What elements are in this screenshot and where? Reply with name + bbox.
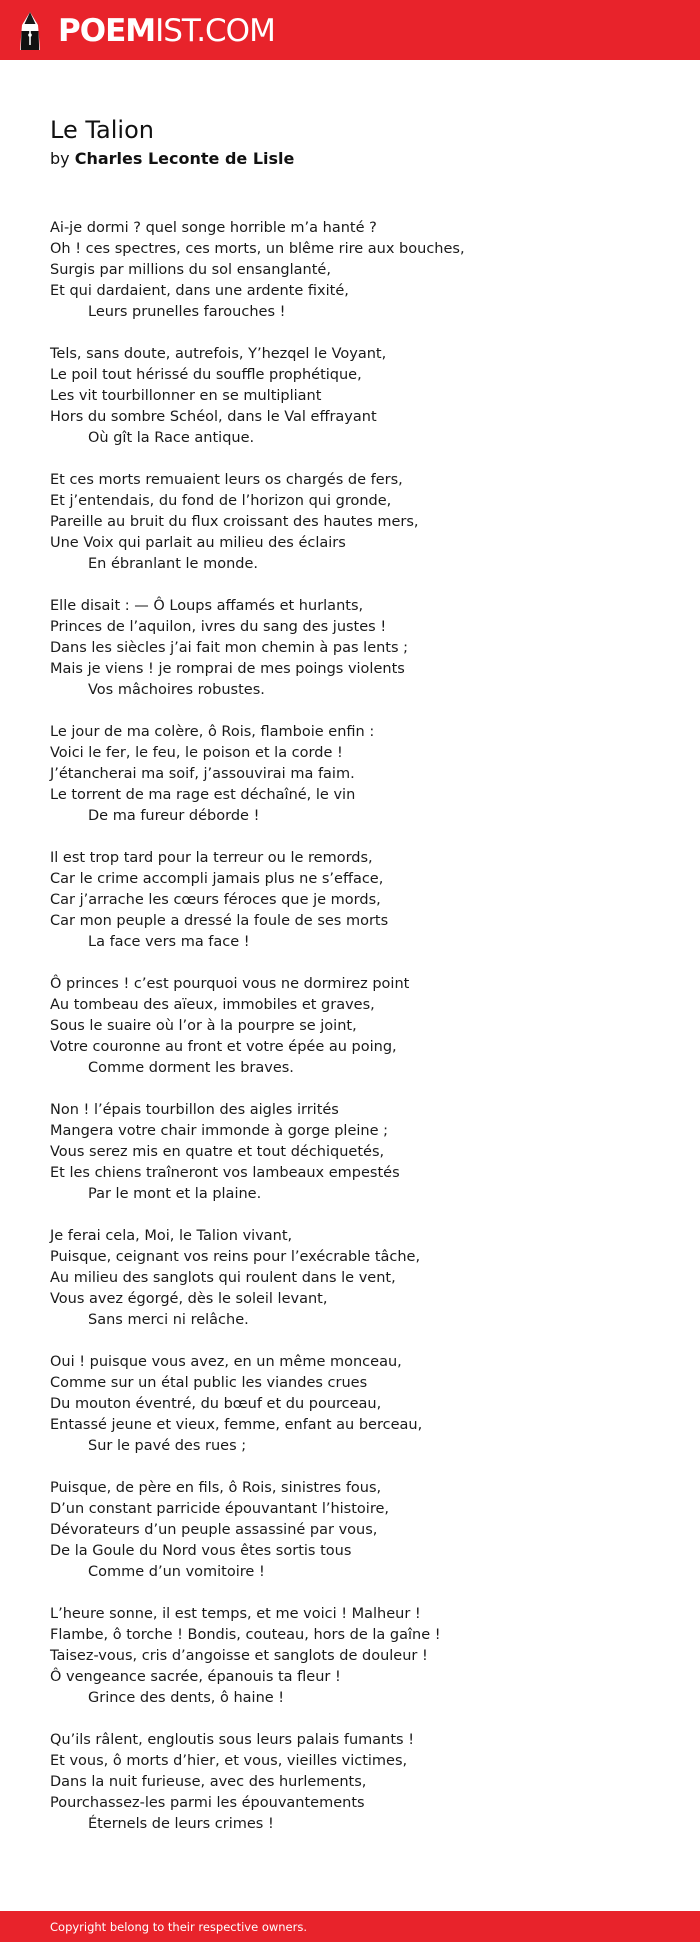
author-link[interactable]: Charles Leconte de Lisle	[74, 149, 295, 168]
poem-line: Mais je viens ! je romprai de mes poings violents	[50, 661, 405, 677]
poem-stanza	[50, 344, 670, 449]
poem-line: Grince des dents, ô haine !	[88, 1690, 285, 1706]
site-logo-text	[58, 11, 275, 51]
poem-line: Vos mâchoires robustes.	[88, 682, 265, 698]
poem-line: Entassé jeune et vieux, femme, enfant au berceau,	[50, 1417, 423, 1433]
poem-line: Voici le fer, le feu, le poison et la corde !	[50, 745, 343, 761]
site-logo-link[interactable]	[16, 11, 275, 51]
poem-line: Où gît la Race antique.	[88, 430, 255, 446]
poem-stanza	[50, 722, 670, 827]
poem-line: Oh ! ces spectres, ces morts, un blême rire aux bouches,	[50, 241, 465, 257]
poem-line: Et les chiens traîneront vos lambeaux empestés	[50, 1165, 400, 1181]
poem-line: Car mon peuple a dressé la foule de ses morts	[50, 913, 389, 929]
poem-line: Qu’ils râlent, engloutis sous leurs palais fumants !	[50, 1732, 415, 1748]
poem-stanza	[50, 974, 670, 1079]
poem-line: Puisque, de père en fils, ô Rois, sinistres fous,	[50, 1480, 382, 1496]
poem-line: J’étancherai ma soif, j’assouvirai ma faim.	[50, 766, 355, 782]
poem-line: L’heure sonne, il est temps, et me voici ! Malheur !	[50, 1606, 421, 1622]
poem-line: En ébranlant le monde.	[88, 556, 258, 572]
poem-line: Je ferai cela, Moi, le Talion vivant,	[50, 1228, 293, 1244]
logo-text-bold: POEM	[58, 13, 156, 49]
copyright-text: Copyright belong to their respective owners.	[50, 1920, 308, 1934]
poem-line: Ai-je dormi ? quel songe horrible m’a hanté ?	[50, 220, 377, 236]
poem-line: La face vers ma face !	[88, 934, 250, 950]
poem-stanza	[50, 470, 670, 575]
poem-line: Car le crime accompli jamais plus ne s’efface,	[50, 871, 384, 887]
poem-line: Votre couronne au front et votre épée au poing,	[50, 1039, 397, 1055]
poem-line: Puisque, ceignant vos reins pour l’exécrable tâche,	[50, 1249, 421, 1265]
poem-line: Dans les siècles j’ai fait mon chemin à pas lents ;	[50, 640, 409, 656]
poem-line: Hors du sombre Schéol, dans le Val effrayant	[50, 409, 377, 425]
poem-line: Oui ! puisque vous avez, en un même monceau,	[50, 1354, 402, 1370]
poem-line: Et j’entendais, du fond de l’horizon qui gronde,	[50, 493, 392, 509]
poem-line: Par le mont et la plaine.	[88, 1186, 262, 1202]
poem-line: Il est trop tard pour la terreur ou le remords,	[50, 850, 373, 866]
poem-line: Non ! l’épais tourbillon des aigles irrités	[50, 1102, 339, 1118]
poem-line: Au milieu des sanglots qui roulent dans le vent,	[50, 1270, 396, 1286]
poem-line: Et ces morts remuaient leurs os chargés de fers,	[50, 472, 403, 488]
poem-line: Et qui dardaient, dans une ardente fixité,	[50, 283, 349, 299]
poem-line: Ô vengeance sacrée, épanouis ta fleur !	[50, 1669, 341, 1685]
poem-line: Flambe, ô torche ! Bondis, couteau, hors de la gaîne !	[50, 1627, 441, 1643]
poem-line: Le jour de ma colère, ô Rois, flamboie enfin :	[50, 724, 375, 740]
poem-line: De la Goule du Nord vous êtes sortis tous	[50, 1543, 352, 1559]
poem-stanza	[50, 1478, 670, 1583]
poem-stanza	[50, 1604, 670, 1709]
site-footer	[0, 1911, 700, 1942]
poem-line: Éternels de leurs crimes !	[88, 1816, 274, 1832]
poem-stanza	[50, 1100, 670, 1205]
poem-stanza	[50, 1352, 670, 1457]
poem-line: Dévorateurs d’un peuple assassiné par vous,	[50, 1522, 378, 1538]
site-header	[0, 0, 700, 60]
poem-line: Car j’arrache les cœurs féroces que je mords,	[50, 892, 381, 908]
poem-line: Sans merci ni relâche.	[88, 1312, 249, 1328]
poem-line: Sous le suaire où l’or à la pourpre se joint,	[50, 1018, 357, 1034]
poem-line: Ô princes ! c’est pourquoi vous ne dormirez point	[50, 976, 410, 992]
poem-stanza	[50, 1730, 670, 1835]
poem-line: Taisez-vous, cris d’angoisse et sanglots de douleur !	[50, 1648, 428, 1664]
poem-body	[50, 218, 670, 1856]
poem-line: Pourchassez-les parmi les épouvantements	[50, 1795, 365, 1811]
poem-stanza	[50, 596, 670, 701]
poem-stanza	[50, 1226, 670, 1331]
logo-text-light: IST.COM	[155, 13, 275, 49]
poem-line: Le poil tout hérissé du souffle prophétique,	[50, 367, 362, 383]
poem-title: Le Talion	[50, 116, 154, 144]
pen-nib-icon	[16, 11, 44, 51]
poem-line: Sur le pavé des rues ;	[88, 1438, 247, 1454]
poem-line: Pareille au bruit du flux croissant des hautes mers,	[50, 514, 419, 530]
poem-line: Surgis par millions du sol ensanglanté,	[50, 262, 331, 278]
poem-line: Comme sur un étal public les viandes crues	[50, 1375, 368, 1391]
poem-line: Et vous, ô morts d’hier, et vous, vieilles victimes,	[50, 1753, 408, 1769]
poem-line: Comme d’un vomitoire !	[88, 1564, 265, 1580]
poem-line: Comme dorment les braves.	[88, 1060, 294, 1076]
poem-line: Tels, sans doute, autrefois, Y’hezqel le Voyant,	[50, 346, 387, 362]
poem-stanza	[50, 848, 670, 953]
poem-byline	[50, 148, 294, 170]
poem-stanza	[50, 218, 670, 323]
poem-line: Vous avez égorgé, dès le soleil levant,	[50, 1291, 328, 1307]
poem-line: Leurs prunelles farouches !	[88, 304, 286, 320]
poem-line: Elle disait : — Ô Loups affamés et hurlants,	[50, 598, 364, 614]
poem-line: Dans la nuit furieuse, avec des hurlements,	[50, 1774, 367, 1790]
poem-line: Le torrent de ma rage est déchaîné, le vin	[50, 787, 356, 803]
poem-line: Princes de l’aquilon, ivres du sang des justes !	[50, 619, 387, 635]
poem-line: Une Voix qui parlait au milieu des éclairs	[50, 535, 346, 551]
poem-line: De ma fureur déborde !	[88, 808, 260, 824]
poem-line: Du mouton éventré, du bœuf et du pourceau,	[50, 1396, 382, 1412]
byline-prefix: by	[50, 149, 70, 168]
poem-line: Les vit tourbillonner en se multipliant	[50, 388, 322, 404]
poem-line: Au tombeau des aïeux, immobiles et graves,	[50, 997, 375, 1013]
poem-line: Mangera votre chair immonde à gorge pleine ;	[50, 1123, 388, 1139]
poem-line: D’un constant parricide épouvantant l’histoire,	[50, 1501, 389, 1517]
poem-line: Vous serez mis en quatre et tout déchiquetés,	[50, 1144, 385, 1160]
